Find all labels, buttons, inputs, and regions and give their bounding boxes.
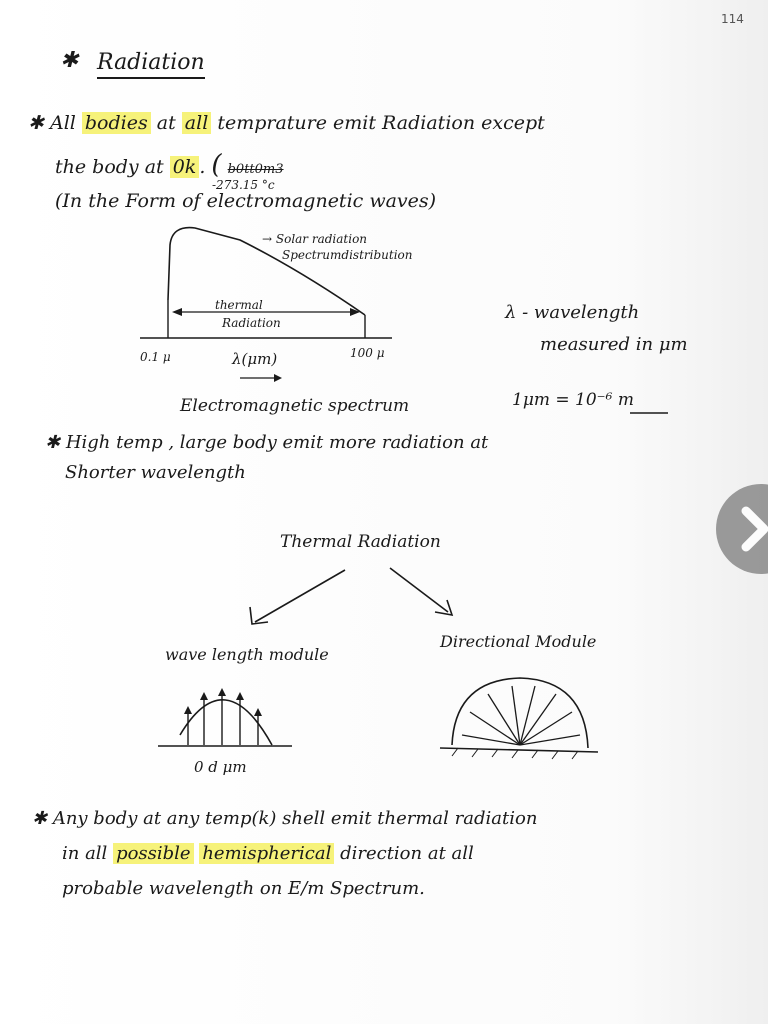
tree-right: Directional Module xyxy=(440,632,597,651)
text: . xyxy=(199,156,206,178)
text: at xyxy=(156,112,176,134)
page-title: Radiation xyxy=(97,50,205,79)
struck-text: b0tt0m3 xyxy=(227,162,284,177)
x-start-label: 0.1 μ xyxy=(140,350,171,364)
wave-arrowhead-4 xyxy=(236,692,244,700)
text: temprature emit Radiation except xyxy=(217,112,545,134)
text: in all xyxy=(62,843,108,864)
text: direction at all xyxy=(340,843,474,864)
note-2-line-b: Shorter wavelength xyxy=(65,462,246,483)
page-number: 114 xyxy=(721,12,744,26)
highlight-all: all xyxy=(182,112,211,134)
highlight-bodies: bodies xyxy=(82,112,151,134)
highlight-0k: 0k xyxy=(170,156,200,178)
wavelength-unit-note: measured in μm xyxy=(540,334,688,355)
thermal-label: thermal xyxy=(215,298,263,312)
arrow-head-right xyxy=(350,308,360,316)
curve-label-2: Spectrumdistribution xyxy=(282,248,413,262)
bullet: ✱ xyxy=(45,432,61,453)
chevron-right-icon xyxy=(716,484,768,574)
highlight-possible: possible xyxy=(113,843,194,864)
dir-baseline xyxy=(440,748,598,752)
wavelength-note: λ - wavelength xyxy=(505,302,640,323)
wave-arrowhead-1 xyxy=(184,706,192,714)
text: the body at xyxy=(55,156,164,178)
tree-arrow-left xyxy=(255,570,345,622)
note-3-line-a xyxy=(32,808,537,829)
title-bullet: ✱ xyxy=(60,48,79,73)
tree-arrow-right xyxy=(390,568,448,612)
tree-root: Thermal Radiation xyxy=(280,532,441,552)
note-line-3: (In the Form of electromagnetic waves) xyxy=(55,190,437,212)
bullet: ✱ xyxy=(32,808,48,829)
direction-arrows xyxy=(462,686,580,745)
thermal-label-2: Radiation xyxy=(222,316,281,330)
wave-arrowhead-3 xyxy=(218,688,226,696)
paren: ( xyxy=(211,150,222,180)
note-subscript: -273.15 °c xyxy=(212,178,275,192)
wave-arrowhead-5 xyxy=(254,708,262,716)
next-page-button[interactable] xyxy=(716,484,768,574)
lambda-arrow-head xyxy=(274,374,282,382)
bullet: ✱ xyxy=(28,112,44,134)
x-mid-label: λ(μm) xyxy=(232,350,278,368)
tree-arrow-right-head xyxy=(435,600,452,615)
text: Any body at any temp(k) shell emit thermal radiation xyxy=(52,808,538,829)
note-2-line-a xyxy=(45,432,488,453)
x-end-label: 100 μ xyxy=(350,346,385,360)
micron-definition: 1μm = 10⁻⁶ m xyxy=(512,390,634,410)
note-3-line-b xyxy=(62,843,474,864)
wave-arrowhead-2 xyxy=(200,692,208,700)
graph-caption: Electromagnetic spectrum xyxy=(180,396,410,416)
text: High temp , large body emit more radiation at xyxy=(65,432,489,453)
highlight-hemispherical: hemispherical xyxy=(199,843,334,864)
curve-label: → Solar radiation xyxy=(262,232,368,246)
note-3-line-c: probable wavelength on E/m Spectrum. xyxy=(62,878,425,899)
arrow-head-left xyxy=(172,308,182,316)
wave-axis-label: 0 d μm xyxy=(194,758,247,776)
tree-left: wave length module xyxy=(165,645,329,664)
text: All xyxy=(49,112,76,134)
